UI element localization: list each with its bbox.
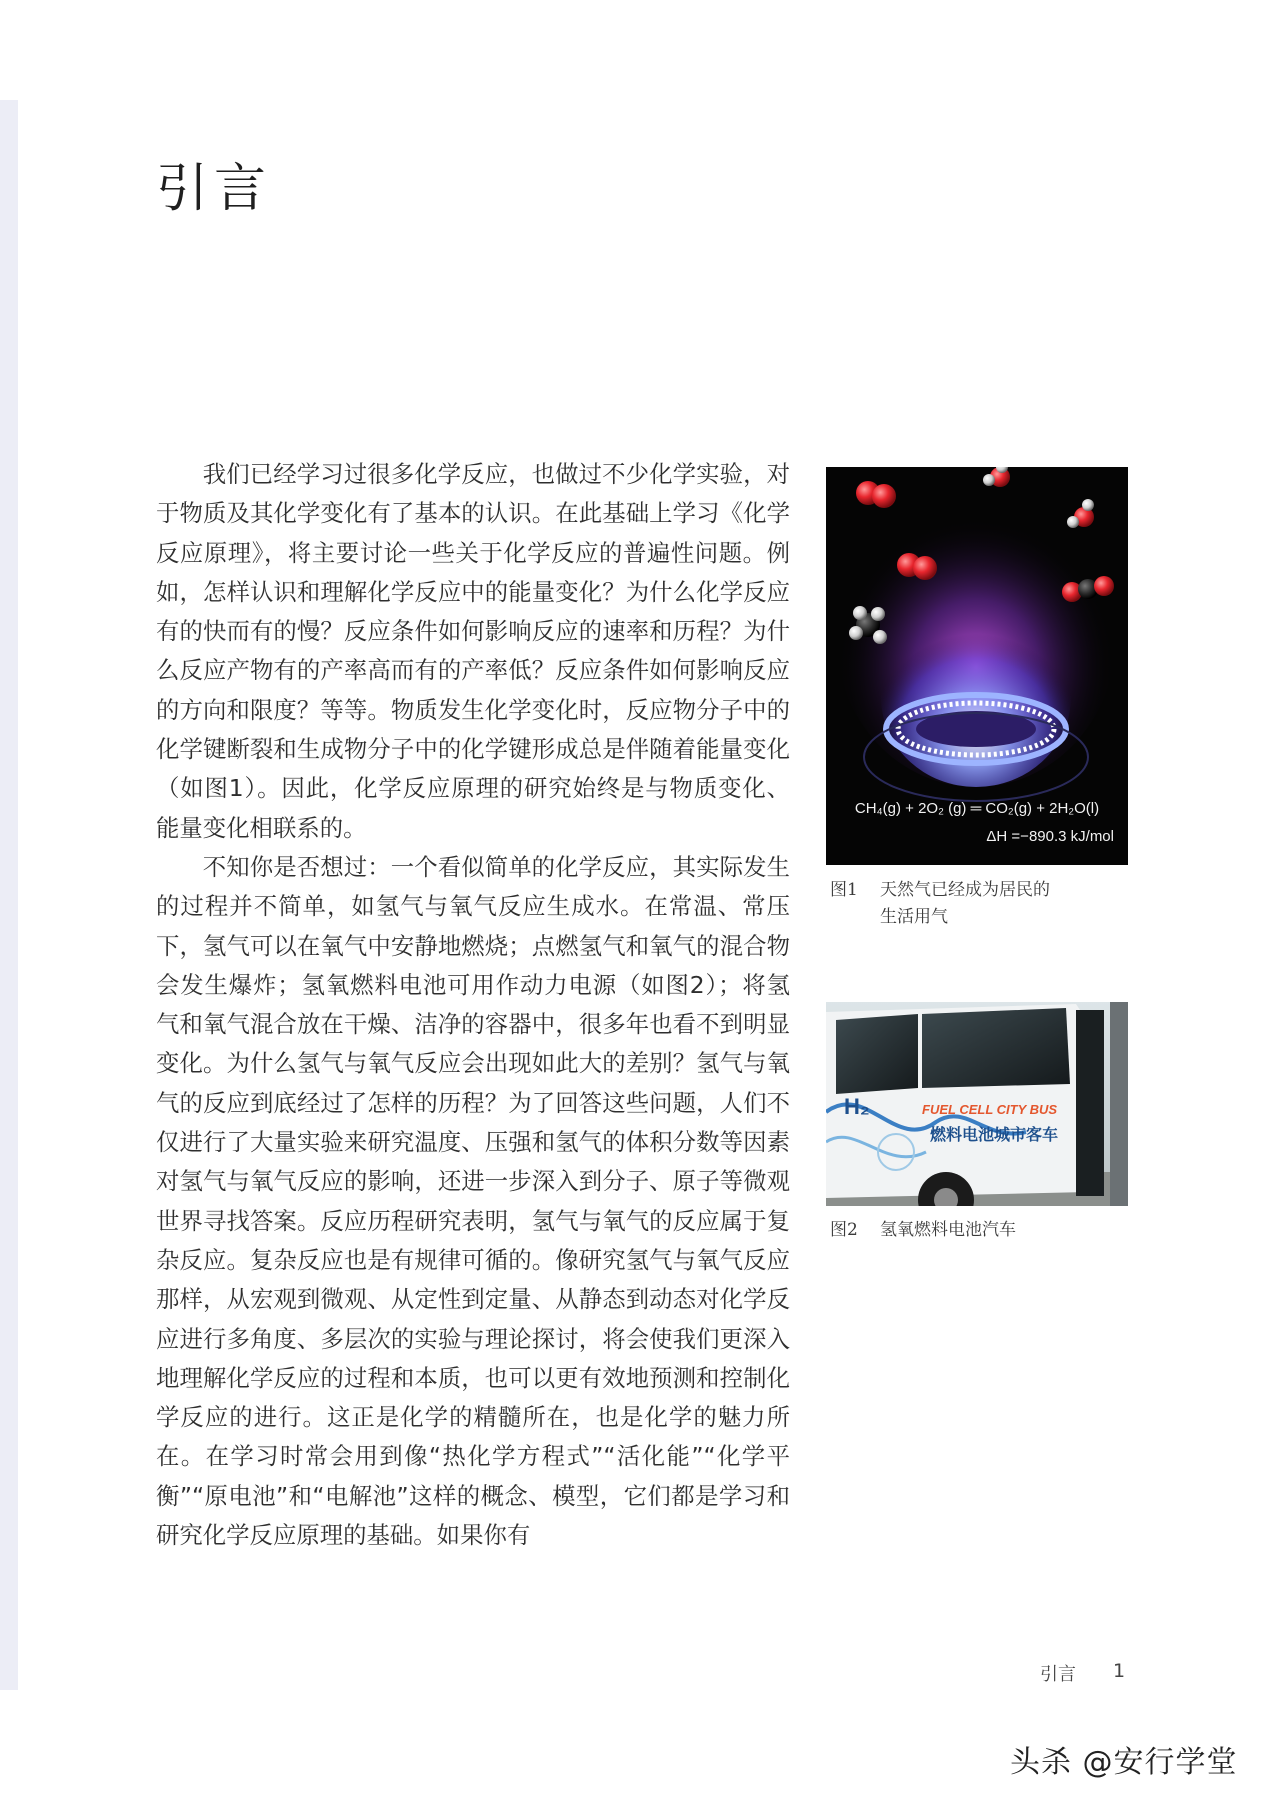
- figure-1-gas-flame: [826, 467, 1128, 865]
- figure-2-caption: [830, 1217, 1130, 1244]
- figure-1-caption-line-1: 天然气已经成为居民的: [880, 880, 1050, 900]
- combustion-equation: CH₄(g) + 2O₂ (g) ═ CO₂(g) + 2H₂O(l): [854, 800, 1100, 817]
- figure-1-number: 图1: [830, 880, 858, 900]
- bus-chinese-label: 燃料电池城市客车: [930, 1125, 1059, 1144]
- figure-1-caption: [830, 877, 1130, 931]
- bus-window: [922, 1008, 1070, 1088]
- figure-1-caption-line-2: 生活用气: [880, 907, 948, 927]
- fuel-cell-bus-photo: [826, 1002, 1128, 1206]
- paragraph-1: 我们已经学习过很多化学反应，也做过不少化学实验，对于物质及其化学变化有了基本的认识。在此基础上学习《化学反应原理》，将主要讨论一些关于化学反应的普遍性问题。例如，怎样认识和理解化学反应中的能量变化？为什么化学反应有的快而有的慢？反应条件如何影响反应的速率和历程？为什么反应产物有的产率高而有的产率低？反应条件如何影响反应的方向和限度？等等。物质发生化学变化时，反应物分子中的化学键断裂和生成物分子中的化学键形成总是伴随着能量变化（如图1）。因此，化学反应原理的研究始终是与物质变化、能量变化相联系的。: [156, 460, 790, 842]
- page-number: 1: [1113, 1660, 1126, 1682]
- bus-window: [836, 1014, 918, 1094]
- running-footer-label: 引言: [1040, 1664, 1076, 1685]
- watermark: 头杀 @安行学堂: [1010, 1745, 1238, 1780]
- body-text: [156, 455, 790, 1555]
- h2-logo: H₂: [844, 1094, 870, 1119]
- figure-2-caption-text: 氢氧燃料电池汽车: [880, 1220, 1016, 1240]
- figure-2-fuel-cell-bus: [826, 1002, 1128, 1206]
- chapter-title: 引言: [156, 159, 273, 219]
- paragraph-2: 不知你是否想过：一个看似简单的化学反应，其实际发生的过程并不简单，如氢气与氧气反应生成水。在常温、常压下，氢气可以在氧气中安静地燃烧；点燃氢气和氧气的混合物会发生爆炸；氢氧燃料电池可用作动力电源（如图2）；将氢气和氧气混合放在干燥、洁净的容器中，很多年也看不到明显变化。为什么氢气与氧气反应会出现如此大的差别？氢气与氧气的反应到底经过了怎样的历程？为了回答这些问题，人们不仅进行了大量实验来研究温度、压强和氢气的体积分数等因素对氢气与氧气反应的影响，还进一步深入到分子、原子等微观世界寻找答案。反应历程研究表明，氢气与氧气的反应属于复杂反应。复杂反应也是有规律可循的。像研究氢气与氧气反应那样，从宏观到微观、从定性到定量、从静态到动态对化学反应进行多角度、多层次的实验与理论探讨，将会使我们更深入地理解化学反应的过程和本质，也可以更有效地预测和控制化学反应的进行。这正是化学的精髓所在，也是化学的魅力所在。在学习时常会用到像“热化学方程式”“活化能”“化学平衡”“原电池”和“电解池”这样的概念、模型，它们都是学习和研究化学反应原理的基础。如果你有: [156, 852, 790, 1550]
- bus-door: [1076, 1010, 1104, 1196]
- page-edge-strip: [0, 100, 18, 1690]
- enthalpy-value: ΔH =−890.3 kJ/mol: [986, 828, 1114, 845]
- bus-english-label: FUEL CELL CITY BUS: [922, 1102, 1058, 1117]
- figure-2-number: 图2: [830, 1220, 858, 1240]
